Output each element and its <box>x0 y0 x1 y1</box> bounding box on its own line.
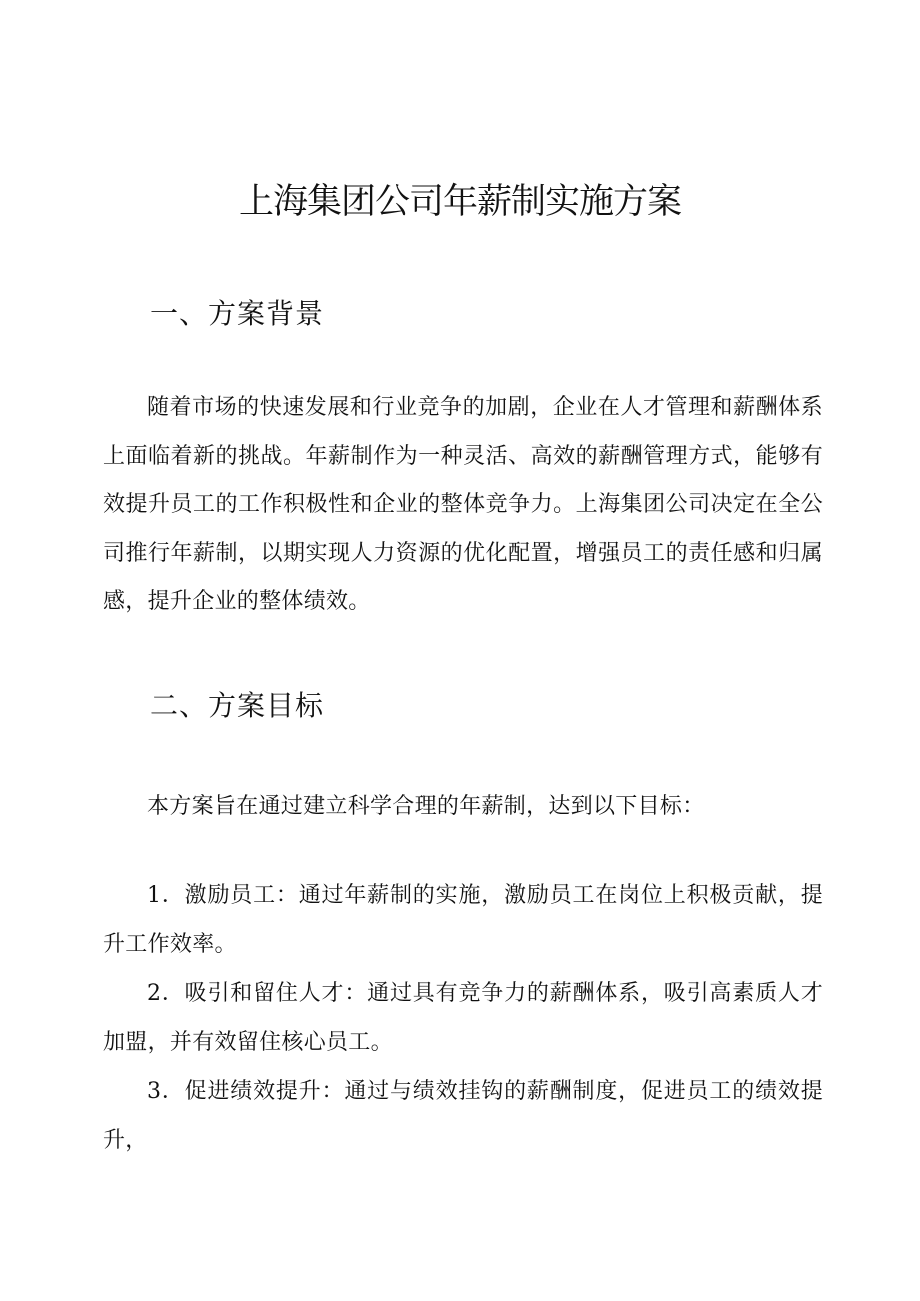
goals-intro-paragraph: 本方案旨在通过建立科学合理的年薪制，达到以下目标： <box>147 794 705 819</box>
background-paragraph: 随着市场的快速发展和行业竞争的加剧，企业在人才管理和薪酬体系上面临着新的挑战。年薪制作为一种灵活、高效的薪酬管理方式，能够有效提升员工的工作积极性和企业的整体竞争力。上海集团公司决定在全公司推行年薪制，以期实现人力资源的优化配置，增强员工的责任感和归属感，提升企业的整体绩效。 <box>103 395 823 614</box>
goal-item-2: 2．吸引和留住人才：通过具有竞争力的薪酬体系，吸引高素质人才加盟，并有效留住核心员工。 <box>103 981 823 1055</box>
goal-item-1: 1．激励员工：通过年薪制的实施，激励员工在岗位上积极贡献，提升工作效率。 <box>103 883 823 957</box>
document-title: 上海集团公司年薪制实施方案 <box>238 182 681 222</box>
goal-item-3: 3．促进绩效提升：通过与绩效挂钩的薪酬制度，促进员工的绩效提升， <box>103 1079 823 1153</box>
section-heading-background: 一、方案背景 <box>150 297 325 330</box>
section-heading-goals: 二、方案目标 <box>150 689 325 722</box>
